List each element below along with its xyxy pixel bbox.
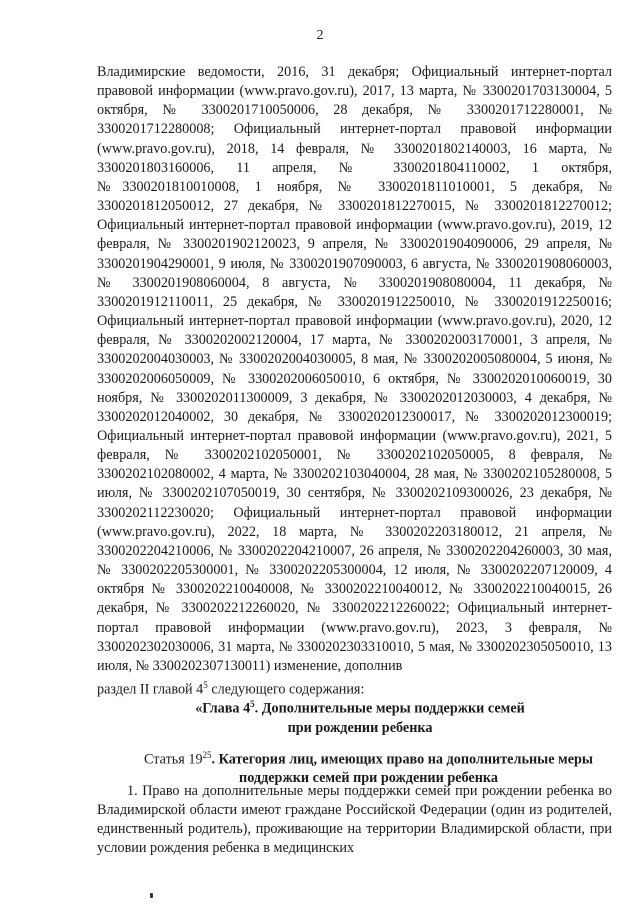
chapter-title-line2: при рождении ребенка: [287, 719, 433, 736]
last-line-superscript: 5: [203, 680, 208, 690]
amendment-references-text: [97, 63, 612, 700]
references-paragraph: Владимирские ведомости, 2016, 31 декабря; Официальный интернет-портал правовой информации (www.pravo.gov.ru), 2017, 13 марта, № 3300201703130004, 5 октября, № 3300201710050006, 28 декабря, № 3300201712280001, № 3300201712280008; Официальный интернет-портал правовой информации (www.pravo.gov.ru), 2018, 14 февраля, № 3300201802140003, 16 марта, № 3300201803160006, 11 апреля, № 3300201804110002, 1 октября, №3300201810010008, 1 ноября, № 3300201811010001, 5 декабря, № 3300201812050012, 27 декабря, № 3300201812270015, № 3300201812270012; Официальный интернет-портал правовой информации (www.pravo.gov.ru), 2019, 12 февраля, № 3300201902120023, 9 апреля, № 3300201904090006, 29 апреля, № 3300201904290001, 9 июля, № 3300201907090003, 6 августа, № 3300201908060003, № 3300201908060004, 8 августа, № 3300201908080004, 11 декабря, № 3300201912110011, 25 декабря, № 3300201912250010, № 3300201912250016; Официальный интернет-портал правовой информации (www.pravo.gov.ru), 2020, 12 февраля, № 3300202002120004, 17 марта, № 3300202003170001, 3 апреля, № 3300202004030003, № 3300202004030005, 8 мая, № 3300202005080004, 5 июня, № 3300202006050009, № 3300202006050010, 6 октября, № 3300202010060019, 30 ноября, № 3300202011300009, 3 декабря, № 3300202012030003, 4 декабря, № 3300202012040002, 30 декабря, № 3300202012300017, № 3300202012300019; Официальный интернет-портал правовой информации (www.pravo.gov.ru), 2021, 5 февраля, № 3300202102050001, № 3300202102050005, 8 февраля, № 3300202102080002, 4 марта, № 3300202103040004, 28 мая, № 3300202105280008, 5 июля, № 3300202107050019, 30 сентября, № 3300202109300026, 23 декабря, № 3300202112230020; Официальный интернет-портал правовой информации (www.pravo.gov.ru), 2022, 18 марта, № 3300202203180012, 21 апреля, № 3300202204210006, № 3300202204210007, 26 апреля, № 3300202204260003, 30 мая, № 3300202205300001, № 3300202205300004, 12 июля, № 3300202207120009, 4 октября № 3300202210040008, № 3300202210040012, № 3300202210040015, 26 декабря, № 3300202212260020, № 3300202212260022; Официальный интернет-портал правовой информации (www.pravo.gov.ru), 2023, 3 февраля, № 3300202302030006, 31 марта, № 3300202303310010, 5 мая, № 3300202305050010, 13 июля, № 3300202307130011) изменение, дополнив: [97, 64, 612, 674]
chapter-prefix: «Глава 4: [195, 700, 251, 717]
article-body: [97, 782, 612, 859]
article-paragraph-1: 1. Право на дополнительные меры поддержки семей при рождении ребенка во Владимирской области имеют граждане Российской Федерации (один из родителей, единственный родитель), проживающие на территории Владимирской области, при условии рождения ребенка в медицинских: [97, 783, 612, 857]
chapter-heading: [130, 695, 590, 738]
last-line-after: следующего содержания:: [207, 681, 365, 698]
article-prefix: Статья 19: [144, 751, 203, 768]
page-number: 2: [316, 28, 324, 43]
scan-speck: [150, 893, 153, 898]
last-line-before: раздел II главой 4: [97, 681, 204, 698]
chapter-title-line1: . Дополнительные меры поддержки семей: [254, 700, 525, 717]
chapter-superscript: 5: [250, 699, 255, 709]
article-title: . Категория лиц, имеющих право на дополнительные меры поддержки семей при рождении ребенка: [211, 751, 593, 787]
article-superscript: 25: [202, 750, 212, 760]
